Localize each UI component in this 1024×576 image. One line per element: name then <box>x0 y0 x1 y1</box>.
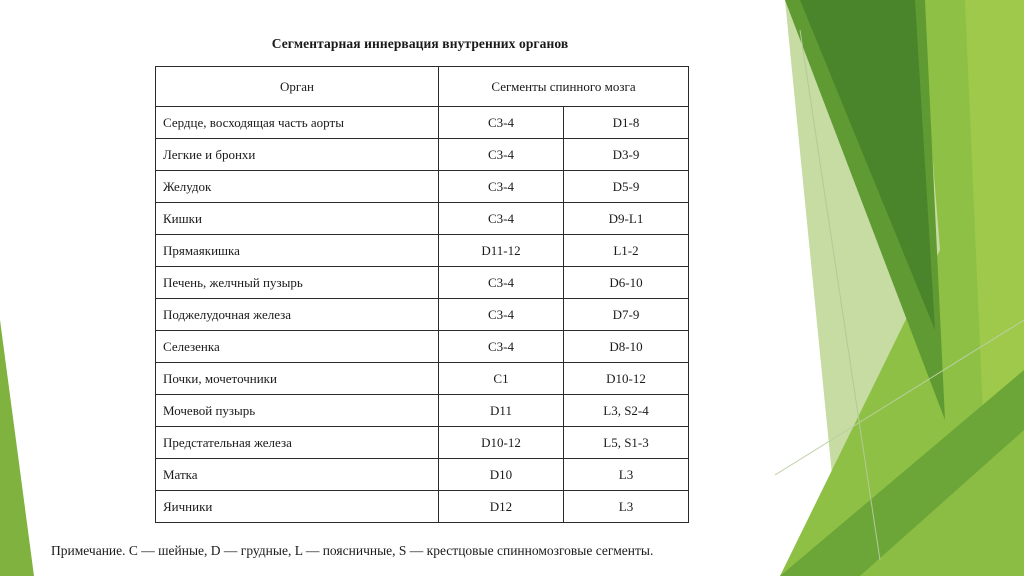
table-title: Сегментарная иннервация внутренних органов <box>271 36 569 51</box>
table-row <box>156 299 689 331</box>
left-green-sliver <box>0 320 34 576</box>
table-header-row <box>156 67 689 107</box>
segment-cell-1: С1 <box>439 363 564 395</box>
organ-cell: Поджелудочная железа <box>156 299 439 331</box>
segment-cell-1: С3-4 <box>439 171 564 203</box>
table-row <box>156 363 689 395</box>
innervation-table <box>155 66 689 523</box>
table-row <box>156 267 689 299</box>
organ-cell: Сердце, восходящая часть аорты <box>156 107 439 139</box>
segment-cell-1: С3-4 <box>439 107 564 139</box>
segment-cell-1: С3-4 <box>439 267 564 299</box>
segment-cell-1: С3-4 <box>439 139 564 171</box>
segment-cell-2: D5-9 <box>564 171 689 203</box>
organ-cell: Легкие и бронхи <box>156 139 439 171</box>
footnote: Примечание. С — шейные, D — грудные, L — поясничные, S — крестцовые спинномозговые сегменты. <box>51 543 654 558</box>
segment-cell-2: D3-9 <box>564 139 689 171</box>
right-pale-panel <box>785 0 1024 576</box>
segment-cell-2: D7-9 <box>564 299 689 331</box>
organ-cell: Матка <box>156 459 439 491</box>
segment-cell-1: D11 <box>439 395 564 427</box>
segment-cell-2: L5, S1-3 <box>564 427 689 459</box>
segment-cell-1: D11-12 <box>439 235 564 267</box>
table-row <box>156 107 689 139</box>
segment-cell-2: D9-L1 <box>564 203 689 235</box>
segment-cell-2: L3 <box>564 459 689 491</box>
segment-cell-2: D6-10 <box>564 267 689 299</box>
organ-cell: Предстательная железа <box>156 427 439 459</box>
table-row <box>156 139 689 171</box>
segment-cell-1: D10-12 <box>439 427 564 459</box>
segment-cell-1: D12 <box>439 491 564 523</box>
segment-cell-1: С3-4 <box>439 331 564 363</box>
organ-cell: Желудок <box>156 171 439 203</box>
segment-cell-2: D1-8 <box>564 107 689 139</box>
organ-cell: Печень, желчный пузырь <box>156 267 439 299</box>
header-segments: Сегменты спинного мозга <box>439 67 689 107</box>
thin-line-1 <box>775 320 1024 475</box>
organ-cell: Кишки <box>156 203 439 235</box>
table-row <box>156 459 689 491</box>
organ-cell: Яичники <box>156 491 439 523</box>
table-row <box>156 395 689 427</box>
table-row <box>156 235 689 267</box>
table-row <box>156 171 689 203</box>
segment-cell-2: D10-12 <box>564 363 689 395</box>
right-mid-green <box>785 0 945 420</box>
table-row <box>156 331 689 363</box>
table-row <box>156 427 689 459</box>
right-lower-light <box>860 430 1024 576</box>
organ-cell: Мочевой пузырь <box>156 395 439 427</box>
right-light-green <box>780 0 1024 576</box>
table-row <box>156 491 689 523</box>
thin-line-2 <box>800 30 880 560</box>
header-organ: Орган <box>156 67 439 107</box>
right-lower-dark <box>780 370 1024 576</box>
organ-cell: Почки, мочеточники <box>156 363 439 395</box>
right-bright-strip <box>965 0 1024 576</box>
segment-cell-1: С3-4 <box>439 203 564 235</box>
segment-cell-1: С3-4 <box>439 299 564 331</box>
segment-cell-2: L1-2 <box>564 235 689 267</box>
organ-cell: Селезенка <box>156 331 439 363</box>
table-body <box>156 107 689 523</box>
table-row <box>156 203 689 235</box>
organ-cell: Прямаякишка <box>156 235 439 267</box>
segment-cell-1: D10 <box>439 459 564 491</box>
segment-cell-2: L3 <box>564 491 689 523</box>
segment-cell-2: L3, S2-4 <box>564 395 689 427</box>
segment-cell-2: D8-10 <box>564 331 689 363</box>
